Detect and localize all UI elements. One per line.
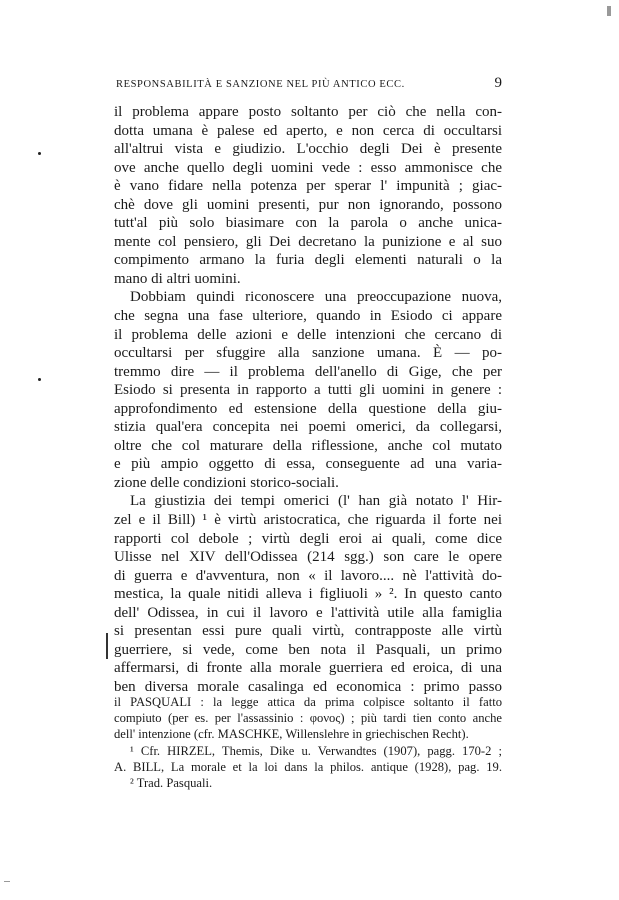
footnote-line: il PASQUALI : la legge attica da prima colpisce soltanto il fatto — [114, 695, 502, 709]
text-line: il problema appare posto soltanto per ciò che nella con- — [114, 104, 502, 120]
footnote-line: ¹ Cfr. HIRZEL, Themis, Dike u. Verwandtes (1907), pagg. 170-2 ; — [130, 743, 502, 758]
footnote-line: ² Trad. Pasquali. — [130, 775, 213, 790]
text-line: il problema delle azioni e delle intenzioni che cercano di — [114, 326, 502, 343]
footnotes — [114, 694, 502, 791]
footnote-line: compiuto (per es. per l'assassinio : φονος) ; più tardi tien conto anche — [114, 711, 502, 726]
text-line: guerriere, si vede, come ben nota il Pasquali, un primo — [114, 641, 502, 658]
text-line: mente col pensiero, gli Dei decretano la punizione e al suo — [114, 233, 502, 250]
footnote-line: A. BILL, La morale et la loi dans la philos. antique (1928), pag. 19. — [114, 759, 502, 774]
text-line: chè dove gli uomini presenti, pur non ignorando, possono — [114, 196, 502, 213]
text-line: dotta umana è palese ed aperto, e non cerca di occultarsi — [114, 122, 502, 139]
text-line: dell' Odissea, in cui il lavoro e l'attività utile alla famiglia — [114, 604, 502, 621]
footnote-line: dell' intenzione (cfr. MASCHKE, Willenslehre in griechischen Recht). — [114, 727, 469, 742]
text-line: tutt'al più solo biasimare con la parola o anche unica- — [114, 215, 502, 232]
text-line: Dobbiam quindi riconoscere una preoccupazione nuova, — [130, 289, 502, 306]
text-line: ove anche quello degli uomini vede : esso ammonisce che — [114, 159, 502, 176]
text-line: La giustizia dei tempi omerici (l' han già notato l' Hir- — [130, 493, 502, 510]
text-line: rapporti col debole ; virtù degli eroi ai quali, come dice — [114, 530, 502, 547]
text-line: affermarsi, di fronte alla morale guerriera ed eroica, di una — [114, 660, 502, 677]
text-line: compimento armano la furia degli elementi naturali o la — [114, 252, 502, 269]
page-number: 9 — [494, 75, 502, 91]
text-line: occultarsi per sfuggire alla sanzione umana. È — po- — [114, 345, 502, 362]
text-line: di guerra e d'avventura, non « il lavoro.... nè l'attività do- — [114, 567, 502, 584]
margin-dot-mark — [38, 152, 41, 155]
text-line: all'altrui vista e giudizio. L'occhio degli Dei è presente — [114, 141, 502, 158]
text-line: stizia qual'era concepita nei poemi omerici, da collegarsi, — [114, 419, 502, 436]
text-line: approfondimento ed estensione della questione della giu- — [114, 400, 502, 417]
margin-dot-mark — [38, 378, 41, 381]
text-line: si presentan essi pure quali virtù, contrapposte alle virtù — [114, 623, 502, 640]
text-line: zel e il Bill) ¹ è virtù aristocratica, che riguarda il forte nei — [114, 512, 502, 529]
main-text — [114, 103, 502, 697]
text-line: oltre che col maturare della riflessione, anche col mutato — [114, 437, 502, 454]
text-line: ben diversa morale casalinga ed economica : primo passo — [114, 678, 502, 695]
text-line: Ulisse nel XIV dell'Odissea (214 sgg.) son care le opere — [114, 549, 502, 566]
text-line: mestica, la quale nitidi alleva i figliuoli » ². In questo canto — [114, 586, 502, 603]
text-line: che segna una fase ulteriore, quando in Esiodo ci appare — [114, 308, 502, 325]
text-line: Esiodo si presenta in rapporto a tutti gli uomini in genere : — [114, 382, 502, 399]
text-line: zione delle condizioni storico-sociali. — [114, 474, 339, 491]
header-title: RESPONSABILITÀ E SANZIONE NEL PIÙ ANTICO ECC. — [116, 79, 405, 90]
margin-bar-mark — [106, 633, 108, 659]
text-line: e più ampio oggetto di essa, conseguente ad una varia- — [114, 456, 502, 473]
text-line: è vano fidare nella potenza per sperar l' impunità ; giac- — [114, 178, 502, 195]
scan-edge-mark-bottom — [4, 881, 10, 882]
text-line: mano di altri uomini. — [114, 270, 241, 287]
text-line: tremmo dire — il problema dell'anello di Gige, che per — [114, 363, 502, 380]
scan-edge-mark — [607, 6, 611, 16]
